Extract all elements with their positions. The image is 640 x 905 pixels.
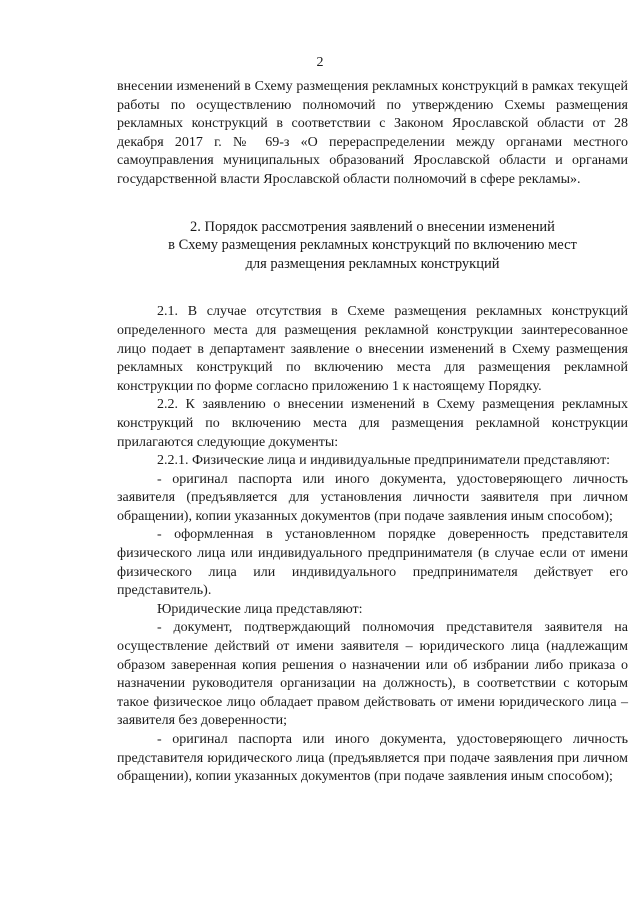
paragraph-2-1: 2.1. В случае отсутствия в Схеме размещения рекламных конструкций определенного места для размещения рекламной конструкции заинтересованное лицо подает в департамент заявление о внесении изменений в Схему размещения рекламных конструкций по включению места для размещения рекламной конструкции по форме согласно приложению 1 к настоящему Порядку. (117, 304, 628, 394)
paragraph-2-2: 2.2. К заявлению о внесении изменений в Схему размещения рекламных конструкций по включению места для размещения рекламной конструкции прилагаются следующие документы: (117, 397, 628, 450)
document-body (117, 78, 628, 787)
legal-entities-heading: Юридические лица представляют: (157, 601, 363, 617)
list-item-authority-document: - документ, подтверждающий полномочия представителя заявителя на осуществление действий от имени заявителя – юридического лица (надлежащим образом заверенная копия решения о назначении или об избрании либо приказа о назначении руководителя организации на должность), в соответствии с которым такое физическое лицо обладает правом действовать от имени юридического лица – заявителя без доверенности; (117, 620, 628, 729)
intro-paragraph: внесении изменений в Схему размещения рекламных конструкций в рамках текущей работы по осуществлению полномочий по утверждению Схемы размещения рекламных конструкций в соответствии с Законом Ярославской области от 28 декабря 2017 г. № 69-з «О перераспределении между органами местного самоуправления муниципальных образований Ярославской области и органами государственной власти Ярославской области полномочий в сфере рекламы». (117, 79, 628, 187)
section-heading (117, 218, 628, 274)
page-number: 2 (316, 55, 324, 70)
list-item-passport-individual: - оригинал паспорта или иного документа, удостоверяющего личность заявителя (предъявляется для установления личности заявителя при личном обращении), копии указанных документов (при подаче заявления иным способом); (117, 471, 628, 524)
section-heading-line-2: в Схему размещения рекламных конструкций по включению мест (168, 237, 577, 254)
section-heading-line-3: для размещения рекламных конструкций (245, 255, 500, 272)
paragraph-2-2-1: 2.2.1. Физические лица и индивидуальные предприниматели представляют: (157, 453, 611, 469)
section-heading-line-1: 2. Порядок рассмотрения заявлений о внесении изменений (190, 218, 555, 235)
list-item-passport-representative: - оригинал паспорта или иного документа, удостоверяющего личность представителя юридического лица (предъявляется при подаче заявления при личном обращении), копии указанных документов (при подаче заявления иным способом); (117, 732, 628, 785)
list-item-power-of-attorney: - оформленная в установленном порядке доверенность представителя физического лица или индивидуального предпринимателя (в случае если от имени физического лица или индивидуального предпринимателя действует его представитель). (117, 527, 628, 599)
